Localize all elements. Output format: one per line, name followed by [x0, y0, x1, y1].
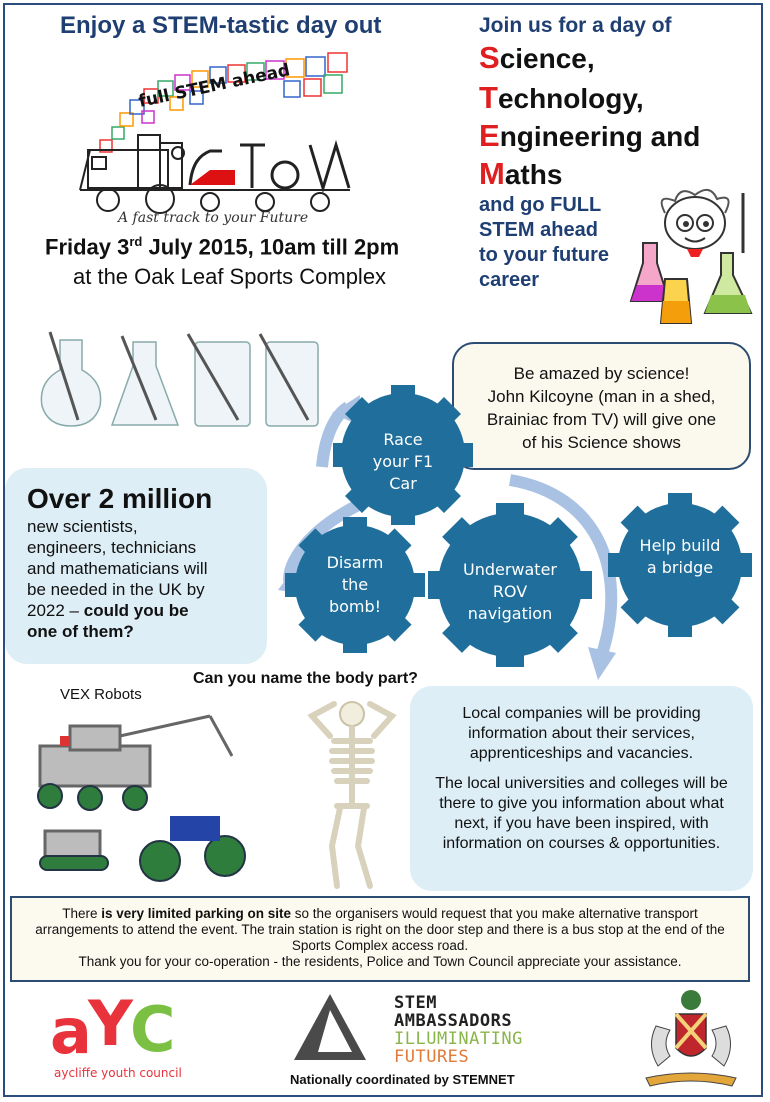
gear-rov-line-2: ROV [492, 582, 528, 601]
parking-notice [10, 896, 750, 982]
ayc-letter-c: C [130, 993, 176, 1066]
aycliffe-youth-council-logo [40, 985, 200, 1085]
logo-e-icon [272, 162, 298, 188]
logo-t-icon [240, 145, 265, 188]
gear-rov-line-3: navigation [467, 604, 553, 623]
science-line-4: of his Science shows [522, 433, 681, 452]
go-full-text: and go FULL STEM ahead to your future career [479, 194, 609, 291]
arrowhead-right-icon [588, 647, 616, 680]
event-venue: at the Oak Leaf Sports Complex [73, 264, 387, 289]
stemnet-caption: Nationally coordinated by STEMNET [290, 1072, 515, 1087]
logo-m-icon [310, 145, 349, 188]
mad-scientist-icon [625, 183, 763, 333]
gear-disarm-line-3: bomb! [328, 597, 382, 616]
science-line-1: Be amazed by science! [513, 364, 690, 383]
event-date: Friday 3rd July 2015, 10am till 2pm [45, 234, 400, 260]
stem-ambassadors-text: STEM AMBASSADORS ILLUMINATING FUTURES [394, 993, 523, 1067]
million-body: new scientists, engineers, technicians and mathematicians will be needed in the UK by 2022 – could you be one of them? [27, 517, 208, 641]
gear-race-f1 [333, 385, 473, 525]
body-part-question: Can you name the body part? [193, 670, 418, 687]
red-flask-icon [190, 170, 235, 185]
poster-title: Enjoy a STEM-tastic day out [60, 12, 382, 39]
companies-para-2: The local universities and colleges will be there to give you information about what next, if you have been inspired, with information on courses & opportunities. [435, 775, 728, 852]
local-companies-box [410, 686, 753, 891]
stem-maths: Maths [479, 156, 563, 191]
gear-rov-line-1: Underwater [462, 560, 558, 579]
science-line-3: Brainiac from TV) will give one [486, 410, 717, 429]
join-intro: Join us for a day of [479, 14, 672, 37]
gear-disarm-line-1: Disarm [326, 553, 384, 572]
parking-thanks: Thank you for your co-operation - the residents, Police and Town Council appreciate your assistance. [78, 954, 682, 969]
stem-science: Science, [479, 40, 595, 75]
logo-tagline: A fast track to your Future [118, 210, 309, 226]
ayc-letter-y: Y [88, 987, 133, 1060]
gear-race-line-1: Race [383, 430, 423, 449]
skeleton-icon [292, 696, 412, 892]
ayc-caption: aycliffe youth council [54, 1066, 182, 1080]
gear-race-line-3: Car [389, 474, 417, 493]
companies-para-1: Local companies will be providing information about their services, apprenticeships and vacancies. [462, 705, 701, 762]
gear-underwater-rov [428, 503, 592, 667]
council-crest-icon [636, 986, 746, 1090]
stem-technology: Technology, [479, 80, 644, 115]
ayc-letter-a: a [50, 995, 92, 1068]
logo-lettering: full STEM ahead [136, 60, 292, 112]
million-headline: Over 2 million [27, 483, 213, 514]
parking-text: There is very limited parking on site so the organisers would request that you make alternative transport arrangements to attend the event. The train station is right on the door step and there is a bus stop at the end of the Sports Complex access road. [35, 906, 725, 953]
gear-race-line-2: your F1 [372, 452, 434, 471]
stem-ambassadors-triangle-icon [290, 990, 370, 1065]
gear-build-bridge [608, 493, 752, 637]
full-stem-ahead-logo [60, 45, 390, 230]
vex-robots-label: VEX Robots [60, 686, 142, 703]
gear-disarm-line-2: the [341, 575, 369, 594]
stem-engineering: Engineering and [479, 118, 701, 153]
science-line-2: John Kilcoyne (man in a shed, [487, 387, 716, 406]
over-2-million-box [5, 468, 267, 664]
activities-gear-diagram [270, 385, 760, 685]
gear-bridge-line-1: Help build [639, 536, 721, 555]
gear-bridge-line-2: a bridge [646, 558, 714, 577]
vex-robots-icon [10, 706, 255, 888]
